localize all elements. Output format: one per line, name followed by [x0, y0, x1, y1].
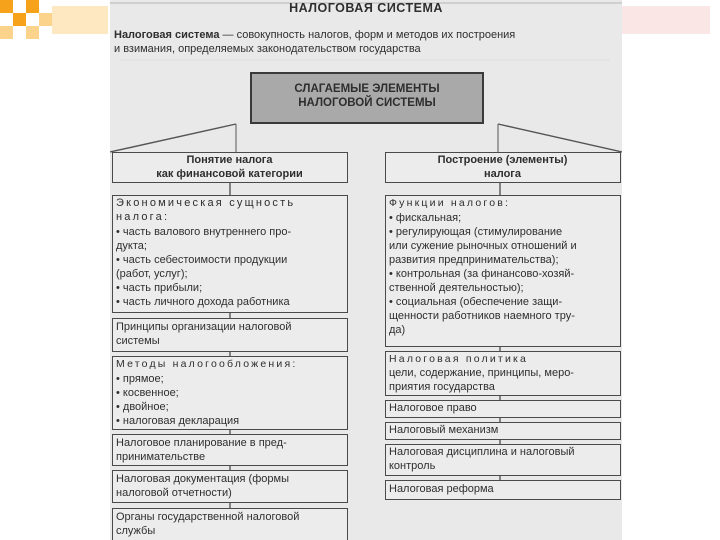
functions-item: • фискальная; — [389, 212, 462, 224]
policy-line-2: приятия государства — [389, 381, 495, 393]
left-header-line-1: Понятие налога — [186, 154, 273, 166]
definition-term: Налоговая система — [114, 29, 220, 41]
bodies-box — [112, 508, 348, 540]
mechanism-box — [385, 422, 621, 440]
functions-item: • социальная (обеспечение защи- — [389, 296, 563, 308]
methods-box — [112, 356, 348, 430]
essence-item: дукта; — [116, 240, 147, 252]
central-box-line-2: НАЛОГОВОЙ СИСТЕМЫ — [298, 97, 436, 109]
methods-item: • прямое; — [116, 373, 164, 385]
functions-item: • регулирующая (стимулирование — [389, 226, 563, 238]
mechanism-label: Налоговый механизм — [389, 424, 499, 436]
right-header-box — [385, 152, 621, 183]
scanned-diagram — [110, 0, 622, 540]
discipline-line-2: контроль — [389, 460, 436, 472]
methods-title: Методы налогообложения: — [116, 358, 298, 370]
corner-decoration — [0, 0, 110, 40]
right-header-line-2: налога — [483, 168, 522, 180]
law-label: Налоговое право — [389, 402, 477, 414]
principles-box — [112, 318, 348, 352]
bodies-line-2: службы — [116, 525, 156, 537]
functions-item: или сужение рыночных отношений и — [389, 240, 577, 252]
left-header-box — [112, 152, 348, 183]
essence-item: • часть прибыли; — [116, 282, 203, 294]
page-title: НАЛОГОВАЯ СИСТЕМА — [289, 1, 443, 15]
top-right-decoration — [622, 6, 710, 34]
functions-item: да) — [389, 324, 406, 336]
principles-line-2: системы — [116, 335, 160, 347]
definition-line-1 — [114, 29, 515, 43]
reform-box — [385, 480, 621, 500]
reform-label: Налоговая реформа — [389, 483, 494, 495]
essence-item: • часть себестоимости продукции — [116, 254, 288, 266]
policy-box — [385, 351, 621, 396]
essence-item: • часть валового внутреннего про- — [116, 226, 292, 238]
planning-box — [112, 434, 348, 466]
essence-item: (работ, услуг); — [116, 268, 188, 280]
right-header-line-1: Построение (элементы) — [437, 154, 568, 166]
essence-title-1: Экономическая сущность — [116, 197, 296, 209]
central-box-line-1: СЛАГАЕМЫЕ ЭЛЕМЕНТЫ — [294, 83, 440, 95]
planning-line-1: Налоговое планирование в пред- — [116, 437, 287, 449]
policy-line-1: цели, содержание, принципы, меро- — [389, 367, 574, 379]
functions-box — [385, 195, 621, 347]
discipline-box — [385, 444, 621, 476]
functions-item: • контрольная (за финансово-хозяй- — [389, 268, 575, 280]
planning-line-2: принимательстве — [116, 451, 206, 463]
methods-item: • двойное; — [116, 401, 169, 413]
functions-title: Функции налогов: — [389, 197, 511, 209]
functions-item: щенности работников наемного тру- — [389, 310, 575, 322]
definition-text-1: — совокупность налогов, форм и методов их построения — [222, 29, 516, 41]
documentation-box — [112, 470, 348, 503]
essence-box — [112, 195, 348, 313]
definition-line-2: и взимания, определяемых законодательством государства — [114, 43, 421, 55]
discipline-line-1: Налоговая дисциплина и налоговый — [389, 446, 575, 458]
policy-title: Налоговая политика — [389, 353, 529, 365]
essence-title-2: налога: — [116, 211, 170, 223]
methods-item: • налоговая декларация — [116, 415, 240, 427]
essence-item: • часть личного дохода работника — [116, 296, 290, 308]
functions-item: ственной деятельностью); — [389, 282, 524, 294]
methods-item: • косвенное; — [116, 387, 179, 399]
central-box — [250, 72, 484, 124]
principles-line-1: Принципы организации налоговой — [116, 321, 292, 333]
functions-item: развития предпринимательства); — [389, 254, 559, 266]
documentation-line-2: налоговой отчетности) — [116, 487, 232, 499]
documentation-line-1: Налоговая документация (формы — [116, 473, 289, 485]
bodies-line-1: Органы государственной налоговой — [116, 511, 300, 523]
law-box — [385, 400, 621, 418]
left-header-line-2: как финансовой категории — [156, 168, 303, 180]
